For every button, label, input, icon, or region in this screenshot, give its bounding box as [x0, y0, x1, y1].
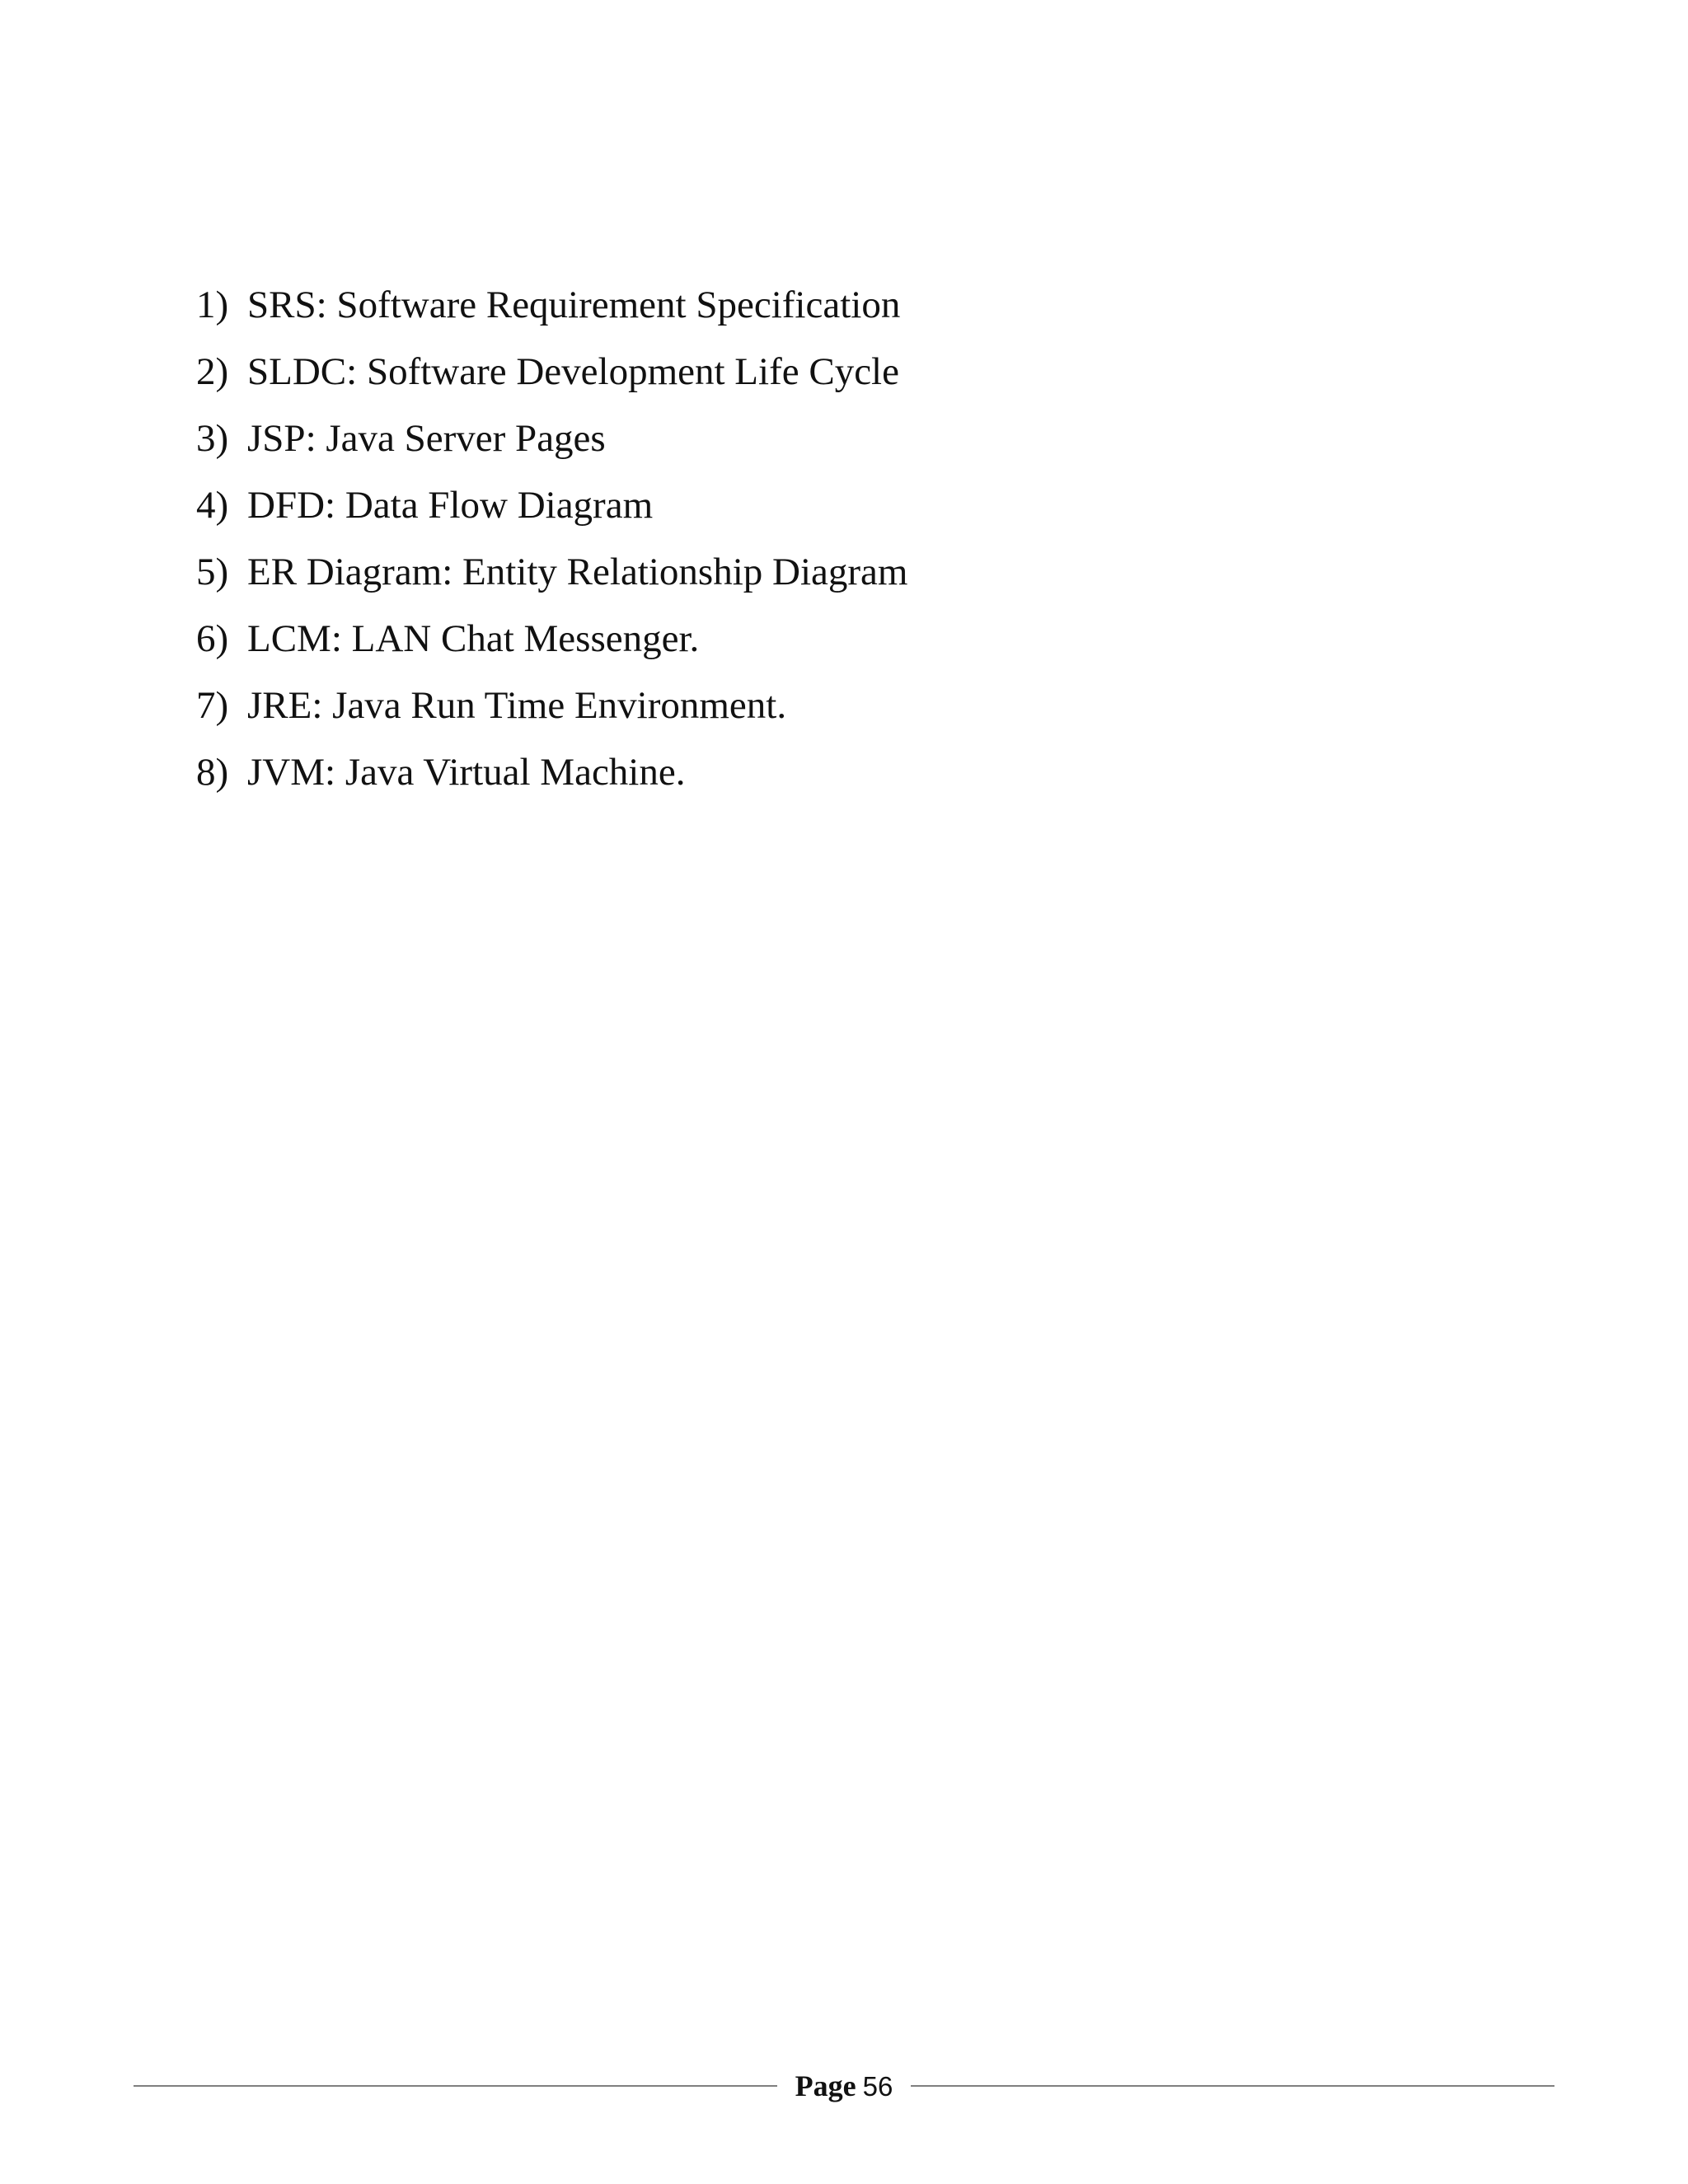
item-text: LCM: LAN Chat Messenger. — [247, 617, 700, 660]
item-number: 8) — [196, 751, 229, 794]
item-text: DFD: Data Flow Diagram — [247, 484, 654, 527]
item-number: 6) — [196, 617, 229, 660]
abbreviation-item — [196, 415, 907, 482]
footer-rule-left — [134, 2085, 777, 2087]
footer-rule-right — [911, 2085, 1554, 2087]
item-text: SLDC: Software Development Life Cycle — [247, 350, 899, 393]
item-number: 7) — [196, 684, 229, 727]
abbreviation-item — [196, 349, 907, 415]
item-number: 1) — [196, 284, 229, 326]
item-text: SRS: Software Requirement Specification — [247, 284, 901, 326]
item-text: JSP: Java Server Pages — [247, 417, 606, 460]
abbreviation-item — [196, 482, 907, 549]
page-footer — [134, 2065, 1554, 2107]
item-number: 5) — [196, 551, 229, 593]
item-number: 2) — [196, 350, 229, 393]
page-label: Page — [795, 2069, 856, 2102]
abbreviation-item — [196, 616, 907, 682]
abbreviation-item — [196, 282, 907, 349]
item-text: ER Diagram: Entity Relationship Diagram — [247, 551, 908, 593]
page-number-label — [777, 2065, 912, 2107]
item-text: JVM: Java Virtual Machine. — [247, 751, 686, 794]
page-number: 56 — [862, 2070, 893, 2102]
abbreviation-item — [196, 749, 907, 816]
item-number: 4) — [196, 484, 229, 527]
item-number: 3) — [196, 417, 229, 460]
abbreviation-item — [196, 549, 907, 616]
item-text: JRE: Java Run Time Environment. — [247, 684, 787, 727]
abbreviation-item — [196, 682, 907, 749]
abbreviation-list — [196, 282, 907, 816]
